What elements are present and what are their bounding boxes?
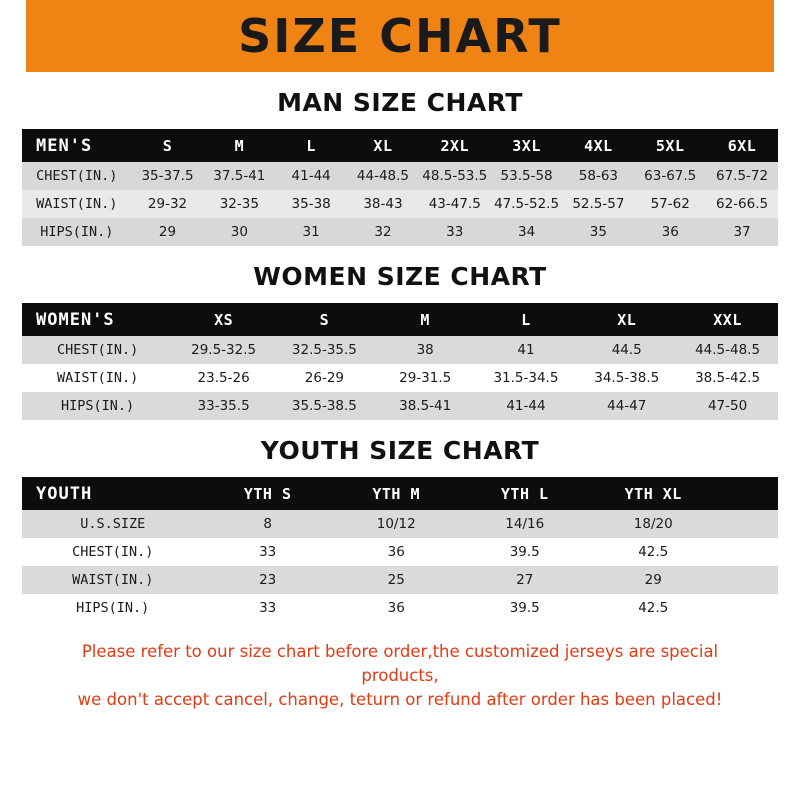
table-cell: 33 (259, 544, 277, 560)
disclaimer-note (22, 640, 778, 712)
table-cell: 43-47.5 (428, 196, 481, 212)
table-cell: 31 (302, 224, 320, 240)
section-title-youth: YOUTH SIZE CHART (260, 436, 540, 465)
table-cell: 36 (387, 544, 405, 560)
row-label: CHEST(IN.) (56, 342, 139, 358)
table-women-size (22, 303, 778, 420)
table-cell-spacer (718, 510, 779, 538)
table-header-cell: XL (617, 310, 637, 329)
table-header-row (22, 129, 778, 162)
table-cell-spacer (718, 566, 779, 594)
table-cell: 23.5-26 (197, 370, 250, 386)
table-row (22, 364, 778, 392)
row-label: CHEST(IN.) (72, 544, 154, 560)
table-header-cell: M (234, 136, 245, 155)
table-header-cell: YTH L (500, 484, 549, 503)
table-header-row (22, 303, 778, 336)
banner-right-margin (774, 0, 800, 72)
table-header-cell: MEN'S (36, 135, 93, 156)
table-row (22, 218, 778, 246)
table-cell: 67.5-72 (716, 168, 769, 184)
table-header-cell: S (162, 136, 173, 155)
table-cell: 38.5-42.5 (695, 370, 761, 386)
table-cell: 37 (733, 224, 751, 240)
table-cell: 32-35 (219, 196, 259, 212)
note-line-1: Please refer to our size chart before order,the customized jerseys are special products, (81, 642, 719, 685)
table-header-cell: YTH XL (624, 484, 682, 503)
table-row (22, 392, 778, 420)
table-cell: 44.5 (611, 342, 642, 358)
row-label: HIPS(IN.) (76, 600, 150, 616)
table-cell: 33 (446, 224, 464, 240)
table-header-cell: XS (214, 310, 234, 329)
table-cell: 29 (158, 224, 177, 240)
table-cell: 29.5-32.5 (191, 342, 257, 358)
chart-content (0, 88, 800, 712)
row-label: WAIST(IN.) (72, 572, 154, 588)
table-cell: 36 (661, 224, 679, 240)
table-man-size (22, 129, 778, 246)
table-cell: 47.5-52.5 (494, 196, 560, 212)
table-cell: 33 (259, 600, 277, 616)
table-cell: 62-66.5 (716, 196, 769, 212)
table-row (22, 510, 778, 538)
section-title-man: MAN SIZE CHART (277, 88, 523, 117)
table-cell: 34.5-38.5 (594, 370, 660, 386)
row-label: CHEST(IN.) (36, 168, 118, 184)
section-youth-size-chart (22, 436, 778, 622)
table-cell: 35-37.5 (141, 168, 194, 184)
table-row (22, 538, 778, 566)
table-header-cell: WOMEN'S (36, 309, 115, 330)
section-title-women: WOMEN SIZE CHART (253, 262, 547, 291)
table-header-cell: 6XL (727, 136, 757, 155)
table-cell: 38-43 (363, 196, 403, 212)
table-cell: 29-32 (147, 196, 188, 212)
table-cell: 42.5 (638, 544, 669, 560)
table-header-cell: 4XL (584, 136, 613, 155)
table-cell: 47-50 (707, 398, 748, 414)
table-header-row (22, 477, 778, 510)
table-cell: 57-62 (650, 196, 690, 212)
page-title: SIZE CHART (238, 9, 562, 63)
table-cell-spacer (718, 594, 779, 622)
table-cell: 41-44 (506, 398, 546, 414)
table-cell: 44-48.5 (356, 168, 409, 184)
row-label: WAIST(IN.) (56, 370, 139, 386)
table-cell: 30 (230, 224, 248, 240)
table-cell: 41 (517, 342, 535, 358)
section-women-size-chart (22, 262, 778, 420)
table-header-cell: 3XL (512, 136, 541, 155)
table-cell: 27 (516, 572, 534, 588)
table-header-cell: 2XL (440, 136, 470, 155)
table-cell: 36 (387, 600, 405, 616)
table-cell: 58-63 (578, 168, 618, 184)
table-cell: 38.5-41 (399, 398, 452, 414)
row-label: HIPS(IN.) (40, 224, 114, 240)
table-row (22, 190, 778, 218)
table-cell: 63-67.5 (644, 168, 697, 184)
table-cell: 35 (589, 224, 607, 240)
table-row (22, 162, 778, 190)
table-header-cell: XL (373, 136, 393, 155)
table-cell: 18/20 (633, 516, 673, 532)
table-cell: 38 (416, 342, 434, 358)
table-header-cell: YTH M (372, 484, 421, 503)
table-row (22, 336, 778, 364)
table-cell: 32.5-35.5 (291, 342, 357, 358)
table-cell: 29-31.5 (399, 370, 452, 386)
table-cell: 8 (263, 516, 272, 532)
note-line-2: we don't accept cancel, change, teturn or refund after order has been placed! (77, 689, 723, 709)
table-header-cell: XXL (713, 310, 742, 329)
table-cell: 10/12 (376, 516, 416, 532)
table-cell: 35-38 (291, 196, 331, 212)
table-header-cell: L (306, 136, 316, 155)
table-header-cell: YTH S (243, 484, 292, 503)
table-cell: 53.5-58 (500, 168, 553, 184)
table-cell: 39.5 (509, 544, 540, 560)
table-cell: 48.5-53.5 (422, 168, 488, 184)
table-cell: 39.5 (509, 600, 540, 616)
row-label: U.S.SIZE (80, 516, 146, 532)
table-youth-size (22, 477, 778, 622)
table-cell: 42.5 (638, 600, 669, 616)
table-cell: 37.5-41 (213, 168, 266, 184)
table-cell-spacer (718, 538, 779, 566)
table-header-cell: L (521, 310, 531, 329)
table-cell: 44-47 (607, 398, 647, 414)
table-cell: 33-35.5 (197, 398, 250, 414)
table-header-spacer (718, 477, 779, 510)
row-label: HIPS(IN.) (61, 398, 135, 414)
table-cell: 35.5-38.5 (291, 398, 357, 414)
table-cell: 52.5-57 (572, 196, 625, 212)
table-cell: 23 (259, 572, 277, 588)
table-cell: 41-44 (291, 168, 331, 184)
table-cell: 14/16 (505, 516, 545, 532)
banner-left-margin (0, 0, 26, 72)
table-cell: 26-29 (304, 370, 344, 386)
table-header-cell: YOUTH (36, 483, 93, 504)
table-cell: 29 (644, 572, 662, 588)
table-row (22, 594, 778, 622)
table-row (22, 566, 778, 594)
table-cell: 32 (374, 224, 392, 240)
table-cell: 34 (517, 224, 536, 240)
section-man-size-chart (22, 88, 778, 246)
table-cell: 44.5-48.5 (695, 342, 761, 358)
table-cell: 25 (387, 572, 405, 588)
table-header-cell: M (420, 310, 430, 329)
table-header-cell: S (319, 310, 330, 329)
row-label: WAIST(IN.) (36, 196, 118, 212)
table-header-cell: 5XL (655, 136, 685, 155)
page-banner (0, 0, 800, 72)
table-cell: 31.5-34.5 (493, 370, 559, 386)
